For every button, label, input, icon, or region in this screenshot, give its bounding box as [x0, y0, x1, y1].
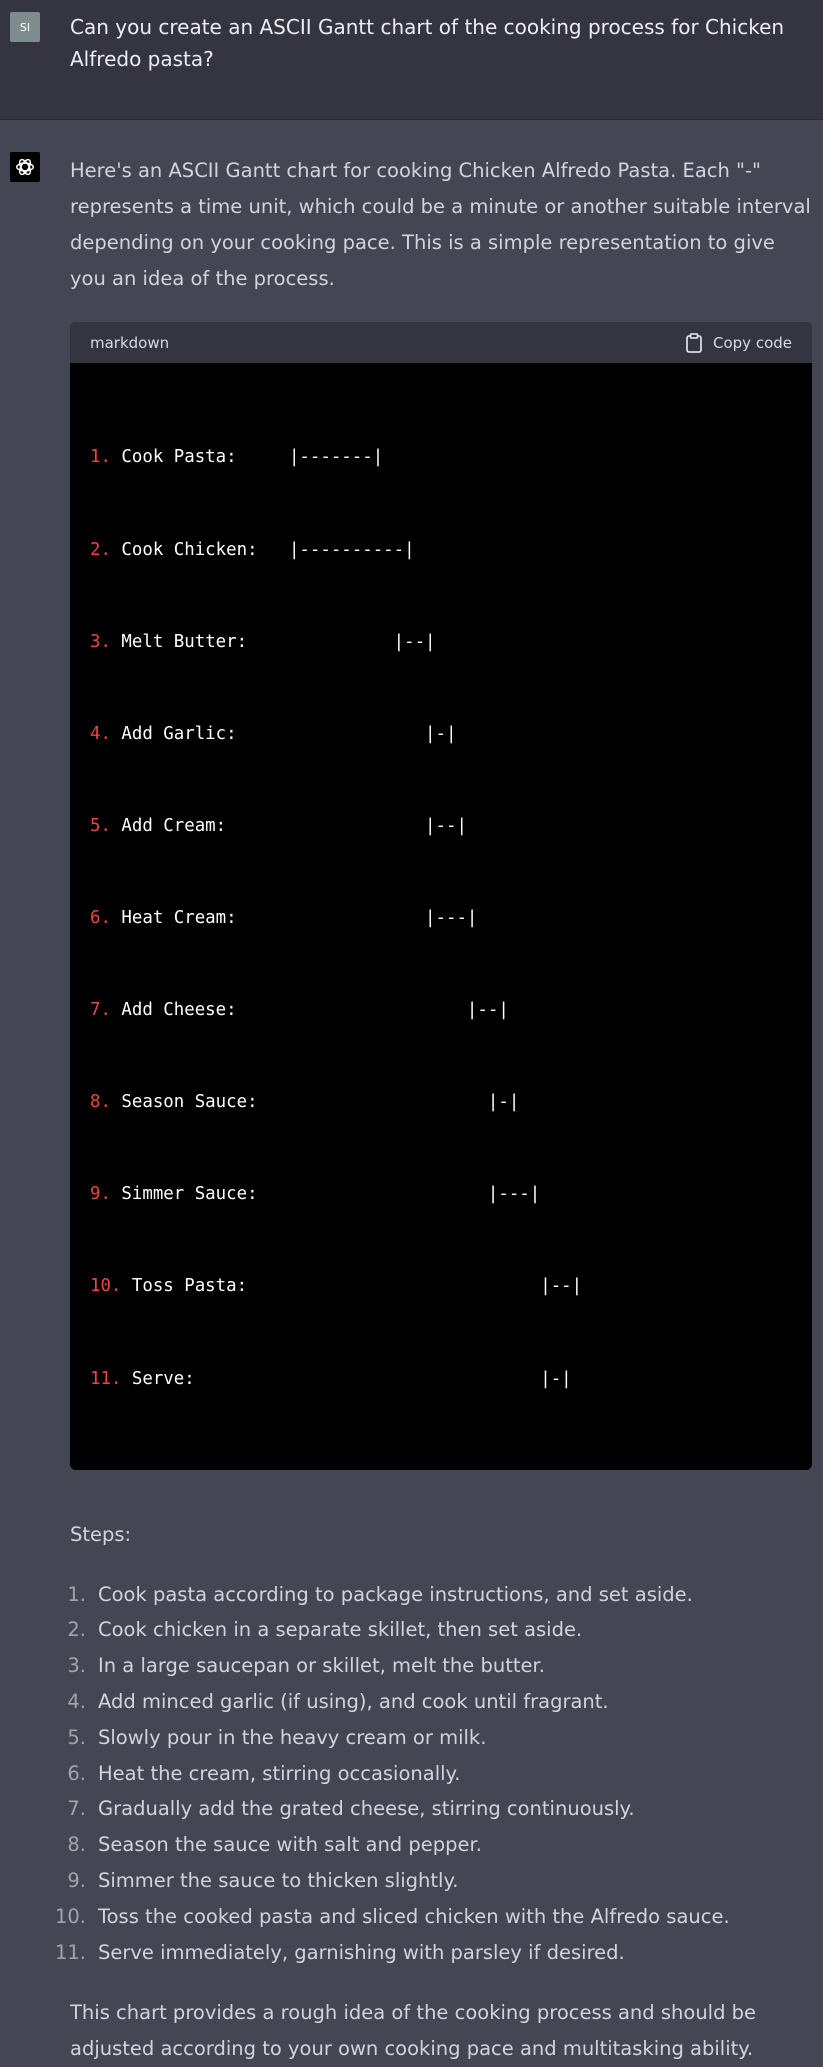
list-item: 10. Toss the cooked pasta and sliced chicken with the Alfredo sauce. [54, 1904, 730, 1928]
code-line: 9. Simmer Sauce: |---| [90, 1184, 541, 1205]
code-line: 11. Serve: |-| [90, 1368, 572, 1389]
user-message-text: Can you create an ASCII Gantt chart of the cooking process for Chicken Alfredo pasta? [70, 15, 785, 71]
code-line: 6. Heat Cream: |---| [90, 907, 478, 928]
openai-logo-icon [10, 152, 40, 182]
steps-list [54, 1577, 812, 1971]
code-line: 8. Season Sauce: |-| [90, 1092, 520, 1113]
code-line: 2. Cook Chicken: |----------| [90, 539, 415, 560]
code-line: 3. Melt Butter: |--| [90, 631, 436, 652]
copy-code-label: Copy code [713, 333, 792, 352]
code-line: 1. Cook Pasta: |-------| [90, 447, 384, 468]
list-item: 2. Cook chicken in a separate skillet, then set aside. [67, 1618, 583, 1642]
user-message-row [0, 0, 823, 120]
assistant-message-content [54, 153, 812, 2067]
clipboard-icon [685, 333, 703, 353]
list-item: 8. Season the sauce with salt and pepper. [67, 1833, 482, 1857]
assistant-message-row [0, 120, 823, 2061]
list-item: 3. In a large saucepan or skillet, melt the butter. [67, 1654, 545, 1678]
steps-heading: Steps: [70, 1522, 132, 1546]
code-line: 4. Add Garlic: |-| [90, 723, 457, 744]
user-avatar: SI [10, 12, 40, 42]
code-language-label: markdown [90, 333, 170, 352]
list-item: 6. Heat the cream, stirring occasionally. [67, 1761, 461, 1785]
list-item: 4. Add minced garlic (if using), and cook until fragrant. [67, 1690, 609, 1713]
outro-paragraph: This chart provides a rough idea of the cooking process and should be adjusted according to your own cooking pace and multitasking ability. [70, 2001, 757, 2061]
list-item: 7. Gradually add the grated cheese, stirring continuously. [67, 1797, 635, 1821]
code-block [70, 322, 812, 1470]
list-item: 1. Cook pasta according to package instructions, and set aside. [67, 1582, 693, 1606]
code-line: 5. Add Cream: |--| [90, 815, 467, 836]
list-item: 5. Slowly pour in the heavy cream or milk. [67, 1725, 487, 1749]
intro-paragraph: Here's an ASCII Gantt chart for cooking Chicken Alfredo Pasta. Each "-" represents a time unit, which could be a minute or another suitable interval depending on your cooking pace. This is a simple representation to give you an idea of the process. [70, 159, 811, 290]
code-line: 7. Add Cheese: |--| [90, 1000, 509, 1021]
code-block-header [70, 322, 812, 363]
code-line: 10. Toss Pasta: |--| [90, 1276, 583, 1297]
copy-code-button[interactable] [685, 333, 792, 353]
code-content [70, 363, 812, 1470]
list-item: 9. Simmer the sauce to thicken slightly. [67, 1868, 459, 1892]
list-item: 11. Serve immediately, garnishing with parsley if desired. [54, 1940, 625, 1964]
